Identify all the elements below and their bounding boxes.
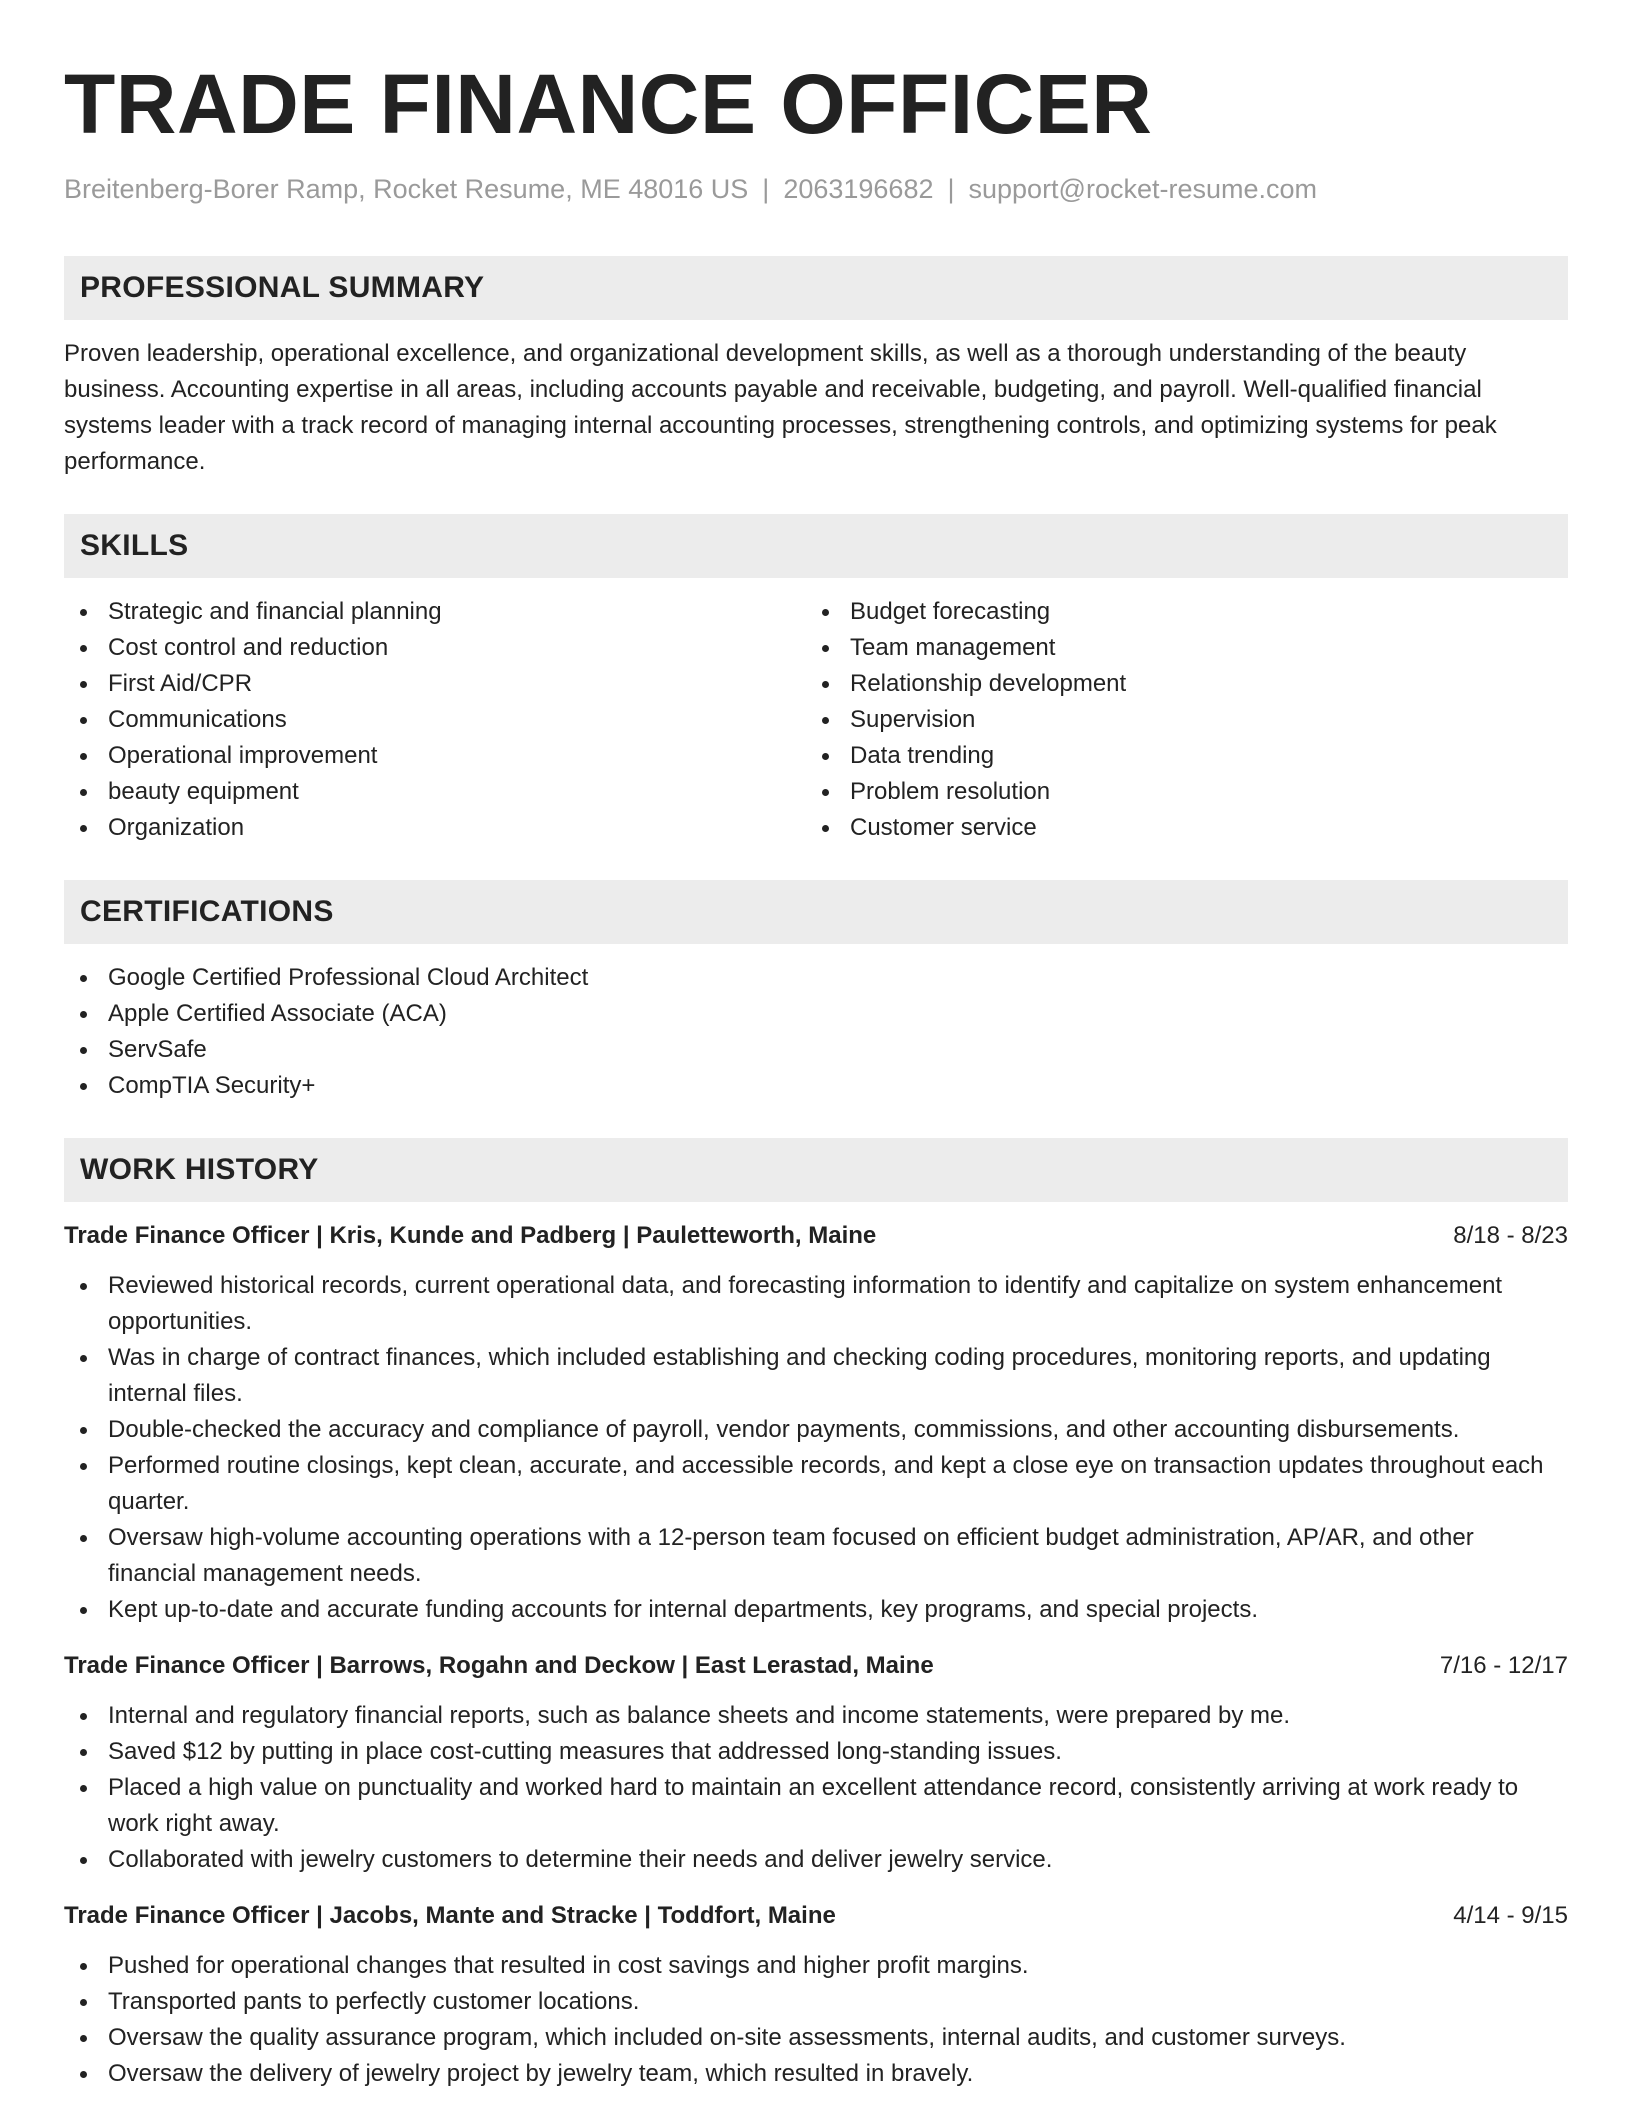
job-bullet-list <box>64 1698 1568 1878</box>
job-header <box>64 1218 1568 1254</box>
job-bullet: Kept up-to-date and accurate funding accounts for internal departments, key programs, and special projects. <box>64 1592 1568 1628</box>
job-bullet: Collaborated with jewelry customers to determine their needs and deliver jewelry service. <box>64 1842 1568 1878</box>
job-dates: 7/16 - 12/17 <box>1439 1652 1568 1679</box>
job-bullet-list <box>64 1948 1568 2092</box>
skill-item: Communications <box>64 702 806 738</box>
skill-item: Budget forecasting <box>806 594 1548 630</box>
job-dates: 8/18 - 8/23 <box>1453 1222 1568 1249</box>
skills-columns <box>64 594 1568 846</box>
job-dates: 4/14 - 9/15 <box>1453 1902 1568 1929</box>
certification-item: CompTIA Security+ <box>64 1068 1568 1104</box>
contact-separator: | <box>947 174 955 204</box>
certification-item: Google Certified Professional Cloud Architect <box>64 960 1568 996</box>
skill-item: Customer service <box>806 810 1548 846</box>
contact-phone: 2063196682 <box>783 174 934 204</box>
skill-item: Data trending <box>806 738 1548 774</box>
work-history-heading: WORK HISTORY <box>64 1138 1568 1202</box>
job-bullet: Performed routine closings, kept clean, accurate, and accessible records, and kept a close eye on transaction updates throughout each quarter. <box>64 1448 1568 1520</box>
job-bullet: Transported pants to perfectly customer locations. <box>64 1984 1568 2020</box>
job-entry <box>64 1218 1568 1628</box>
skills-heading: SKILLS <box>64 514 1568 578</box>
skill-item: First Aid/CPR <box>64 666 806 702</box>
skill-item: Team management <box>806 630 1548 666</box>
job-bullet: Reviewed historical records, current operational data, and forecasting information to identify and capitalize on system enhancement opportunities. <box>64 1268 1568 1340</box>
summary-text: Proven leadership, operational excellence, and organizational development skills, as well as a thorough understanding of the beauty business. Accounting expertise in all areas, including accounts payable and receivable, budgeting, and payroll. Well-qualified financial systems leader with a track record of managing internal accounting processes, strengthening controls, and optimizing systems for peak performance. <box>64 340 1497 475</box>
contact-address: Breitenberg-Borer Ramp, Rocket Resume, ME 48016 US <box>64 174 749 204</box>
job-entry <box>64 1648 1568 1878</box>
skills-list-left <box>64 594 806 846</box>
skill-item: Strategic and financial planning <box>64 594 806 630</box>
skill-item: Cost control and reduction <box>64 630 806 666</box>
skill-item: beauty equipment <box>64 774 806 810</box>
skill-item: Supervision <box>806 702 1548 738</box>
job-bullet: Placed a high value on punctuality and worked hard to maintain an excellent attendance record, consistently arriving at work ready to work right away. <box>64 1770 1568 1842</box>
resume-name: TRADE FINANCE OFFICER <box>64 57 1153 151</box>
certification-item: ServSafe <box>64 1032 1568 1068</box>
skill-item: Operational improvement <box>64 738 806 774</box>
certifications-heading: CERTIFICATIONS <box>64 880 1568 944</box>
skills-list-right <box>806 594 1548 846</box>
job-bullet-list <box>64 1268 1568 1628</box>
job-bullet: Double-checked the accuracy and compliance of payroll, vendor payments, commissions, and other accounting disbursements. <box>64 1412 1568 1448</box>
summary-heading: PROFESSIONAL SUMMARY <box>64 256 1568 320</box>
job-title: Trade Finance Officer | Barrows, Rogahn and Deckow | East Lerastad, Maine <box>64 1652 934 1679</box>
skill-item: Problem resolution <box>806 774 1548 810</box>
skill-item: Organization <box>64 810 806 846</box>
job-bullet: Oversaw the delivery of jewelry project by jewelry team, which resulted in bravely. <box>64 2056 1568 2092</box>
job-bullet: Was in charge of contract finances, which included establishing and checking coding procedures, monitoring reports, and updating internal files. <box>64 1340 1568 1412</box>
contact-line <box>64 172 1568 206</box>
job-header <box>64 1648 1568 1684</box>
job-bullet: Internal and regulatory financial reports, such as balance sheets and income statements, were prepared by me. <box>64 1698 1568 1734</box>
contact-email: support@rocket-resume.com <box>968 174 1318 204</box>
job-bullet: Saved $12 by putting in place cost-cutting measures that addressed long-standing issues. <box>64 1734 1568 1770</box>
job-title: Trade Finance Officer | Jacobs, Mante and Stracke | Toddfort, Maine <box>64 1902 836 1929</box>
job-bullet: Oversaw the quality assurance program, which included on-site assessments, internal audits, and customer surveys. <box>64 2020 1568 2056</box>
certification-item: Apple Certified Associate (ACA) <box>64 996 1568 1032</box>
job-entry <box>64 1898 1568 2092</box>
certifications-list <box>64 960 1568 1104</box>
job-bullet: Pushed for operational changes that resulted in cost savings and higher profit margins. <box>64 1948 1568 1984</box>
job-header <box>64 1898 1568 1934</box>
job-bullet: Oversaw high-volume accounting operations with a 12-person team focused on efficient budget administration, AP/AR, and other financial management needs. <box>64 1520 1568 1592</box>
contact-separator: | <box>762 174 770 204</box>
skill-item: Relationship development <box>806 666 1548 702</box>
job-title: Trade Finance Officer | Kris, Kunde and Padberg | Pauletteworth, Maine <box>64 1222 877 1249</box>
